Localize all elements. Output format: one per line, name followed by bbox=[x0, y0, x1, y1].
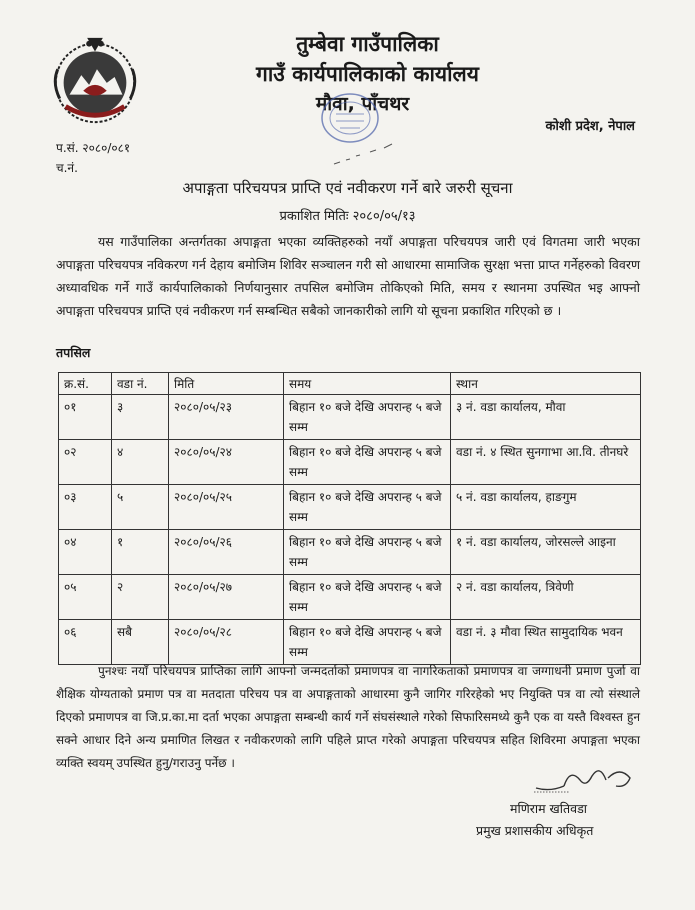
col-venue: स्थान bbox=[451, 373, 641, 395]
col-date: मिति bbox=[169, 373, 284, 395]
cell-time: बिहान १० बजे देखि अपरान्ह ५ बजे सम्म bbox=[284, 620, 451, 665]
office-stamp bbox=[318, 90, 382, 146]
ink-marks bbox=[330, 140, 400, 170]
letter-number: प.सं. २०८०/०८१ bbox=[56, 141, 131, 155]
cell-serial: ०२ bbox=[59, 440, 112, 485]
published-date: प्रकाशित मितिः २०८०/०५/१३ bbox=[279, 209, 416, 224]
col-time: समय bbox=[284, 373, 451, 395]
cell-time: बिहान १० बजे देखि अपरान्ह ५ बजे सम्म bbox=[284, 395, 451, 440]
schedule-table bbox=[58, 372, 641, 665]
notice-subject: अपाङ्गता परिचयपत्र प्राप्ति एवं नवीकरण गर्ने बारे जरुरी सूचना bbox=[182, 179, 513, 197]
table-row bbox=[59, 575, 641, 620]
schedule-title: तपसिल bbox=[56, 345, 91, 360]
table-row bbox=[59, 395, 641, 440]
cell-time: बिहान १० बजे देखि अपरान्ह ५ बजे सम्म bbox=[284, 440, 451, 485]
cell-date: २०८०/०५/२६ bbox=[169, 530, 284, 575]
cell-ward: ५ bbox=[112, 485, 169, 530]
table-row bbox=[59, 440, 641, 485]
municipality-name: तुम्बेवा गाउँपालिका bbox=[296, 32, 439, 56]
cell-date: २०८०/०५/२५ bbox=[169, 485, 284, 530]
notice-body: यस गाउँपालिका अन्तर्गतका अपाङ्गता भएका व्यक्तिहरुको नयाँ अपाङ्गता परिचयपत्र जारी एवं विगतमा जारी भएका अपाङ्गता परिचयपत्र नविकरण गर्न देहाय बमोजिम शिविर सञ्चालन गरी सो आधारमा सामाजिक सुरक्षा भत्ता प्राप्त गर्नेहरुको विवरण अध्यावधिक गर्ने गाउँ कार्यपालिकाको निर्णयानुसार तपसिल बमोजिम तोकिएको मिति, समय र स्थानमा उपस्थित भइ आफ्नो अपाङ्गता परिचयपत्र प्राप्ति एवं नवीकरण गर्न सम्बन्धित सबैको जानकारीको लागि यो सूचना प्रकाशित गरिएको छ । bbox=[56, 234, 640, 318]
cell-ward: सबै bbox=[112, 620, 169, 665]
cell-date: २०८०/०५/२७ bbox=[169, 575, 284, 620]
table-header-row bbox=[59, 373, 641, 395]
cell-venue: १ नं. वडा कार्यालय, जोरसल्ले आइना bbox=[451, 530, 641, 575]
cell-venue: वडा नं. ४ स्थित सुनगाभा आ.वि. तीनघरे bbox=[451, 440, 641, 485]
office-name: गाउँ कार्यपालिकाको कार्यालय bbox=[256, 62, 479, 86]
handwritten-signature bbox=[530, 758, 640, 798]
notice-footnote: पुनश्चः नयाँ परिचयपत्र प्राप्तिका लागि आफ्नो जन्मदर्ताको प्रमाणपत्र वा नागरिकताको प्रमाणपत्र वा जग्गाधनी प्रमाण पुर्जा वा शैक्षिक योग्यताको प्रमाण पत्र वा मतदाता परिचय पत्र वा अपाङ्गताको आधारमा कुनै जागिर गरिरहेको भए नियुक्ति पत्र वा त्यो संस्थाले दिएको प्रमाणपत्र वा जि.प्र.का.मा दर्ता भएका अपाङ्गता सम्बन्धी कार्य गर्ने संघसंस्थाले गरेको सिफारिसमध्ये कुनै एक वा यस्तै विश्वस्त हुन सक्ने आधार दिने अन्य प्रमाणित लिखत र नवीकरणको लागि पहिले प्राप्त गरेको अपाङ्गता परिचयपत्र सहित शिविरमा अपाङ्गता भएका व्यक्ति स्वयम् उपस्थित हुनु/गराउनु पर्नेछ । bbox=[56, 664, 640, 770]
dispatch-number: च.नं. bbox=[56, 161, 78, 175]
cell-time: बिहान १० बजे देखि अपरान्ह ५ बजे सम्म bbox=[284, 485, 451, 530]
cell-venue: ३ नं. वडा कार्यालय, मौवा bbox=[451, 395, 641, 440]
office-location: मौवा, पाँचथर bbox=[315, 93, 410, 115]
cell-serial: ०४ bbox=[59, 530, 112, 575]
col-ward: वडा नं. bbox=[112, 373, 169, 395]
table-row bbox=[59, 485, 641, 530]
cell-venue: ५ नं. वडा कार्यालय, हाङगुम bbox=[451, 485, 641, 530]
table-row bbox=[59, 620, 641, 665]
signatory-title: प्रमुख प्रशासकीय अधिकृत bbox=[476, 823, 594, 838]
cell-ward: ४ bbox=[112, 440, 169, 485]
cell-serial: ०५ bbox=[59, 575, 112, 620]
province-label: कोशी प्रदेश, नेपाल bbox=[545, 119, 635, 134]
cell-ward: २ bbox=[112, 575, 169, 620]
cell-ward: ३ bbox=[112, 395, 169, 440]
cell-ward: १ bbox=[112, 530, 169, 575]
cell-time: बिहान १० बजे देखि अपरान्ह ५ बजे सम्म bbox=[284, 530, 451, 575]
col-serial: क्र.सं. bbox=[59, 373, 112, 395]
signatory-name: मणिराम खतिवडा bbox=[510, 801, 588, 816]
cell-date: २०८०/०५/२३ bbox=[169, 395, 284, 440]
cell-serial: ०३ bbox=[59, 485, 112, 530]
cell-date: २०८०/०५/२८ bbox=[169, 620, 284, 665]
cell-date: २०८०/०५/२४ bbox=[169, 440, 284, 485]
cell-venue: वडा नं. ३ मौवा स्थित सामुदायिक भवन bbox=[451, 620, 641, 665]
cell-serial: ०१ bbox=[59, 395, 112, 440]
table-row bbox=[59, 530, 641, 575]
cell-venue: २ नं. वडा कार्यालय, त्रिवेणी bbox=[451, 575, 641, 620]
cell-serial: ०६ bbox=[59, 620, 112, 665]
reference-block bbox=[56, 138, 130, 178]
cell-time: बिहान १० बजे देखि अपरान्ह ५ बजे सम्म bbox=[284, 575, 451, 620]
